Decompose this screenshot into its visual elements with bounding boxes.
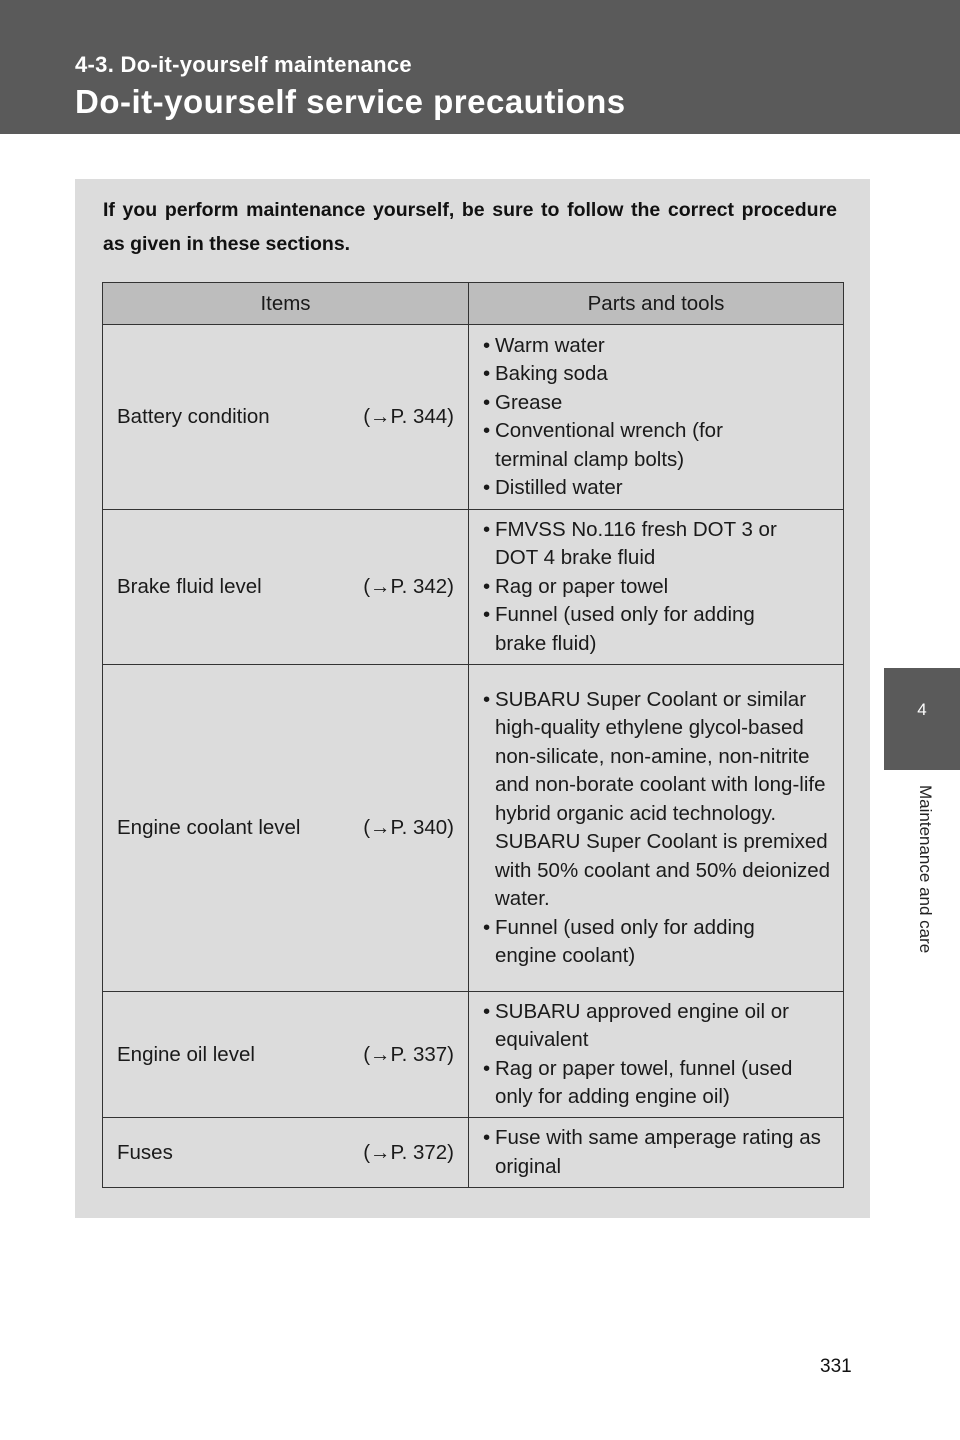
- parts-list: [483, 686, 835, 971]
- item-name: Battery condition: [117, 405, 270, 428]
- chapter-tab-number: 4: [884, 668, 960, 770]
- page-reference: (→P. 344): [363, 405, 454, 428]
- item-cell: [103, 992, 469, 1118]
- page-reference: (→P. 372): [363, 1140, 454, 1164]
- list-item: • Funnel (used only for adding engine coolant): [483, 915, 755, 967]
- item-cell: [103, 510, 469, 665]
- parts-cell: [469, 325, 844, 510]
- page-reference: (→P. 342): [363, 575, 454, 598]
- list-item: • Rag or paper towel: [483, 574, 669, 598]
- table-row: [103, 1118, 844, 1188]
- page-number: 331: [820, 1356, 852, 1377]
- item-name: Engine coolant level: [117, 816, 301, 839]
- list-item: • Conventional wrench (for terminal clamp bolts): [483, 419, 723, 471]
- item-cell: [103, 1118, 469, 1188]
- header-parts-and-tools: Parts and tools: [469, 283, 844, 325]
- list-item: • SUBARU Super Coolant or similar high-quality ethylene glycol-based non-silicate, non-amine, non-nitrite and non-borate coolant with long-life hybrid organic acid technology. SUBARU Super Coolant is premixed with 50% coolant and 50% deionized water.: [483, 687, 831, 910]
- parts-cell: [469, 665, 844, 992]
- item-name: Fuses: [117, 1140, 173, 1164]
- table-row: [103, 510, 844, 665]
- list-item: • FMVSS No.116 fresh DOT 3 or DOT 4 brake fluid: [483, 517, 777, 570]
- list-item: • Fuse with same amperage rating as original: [483, 1126, 821, 1178]
- parts-cell: [469, 992, 844, 1118]
- page-reference: (→P. 340): [363, 816, 454, 839]
- maintenance-table: [102, 282, 844, 1188]
- parts-cell: [469, 510, 844, 665]
- table-row: [103, 992, 844, 1118]
- parts-cell: [469, 1118, 844, 1188]
- intro-text: If you perform maintenance yourself, be sure to follow the correct procedure as given in these sections.: [103, 199, 837, 255]
- list-item: • Funnel (used only for adding brake fluid): [483, 603, 755, 655]
- parts-list: [483, 1124, 835, 1181]
- list-item: • Baking soda: [483, 362, 608, 385]
- item-name: Engine oil level: [117, 1042, 255, 1066]
- item-cell: [103, 325, 469, 510]
- chapter-tab-label: Maintenance and care: [916, 785, 935, 954]
- list-item: • SUBARU approved engine oil or equivalent: [483, 999, 789, 1051]
- parts-list: [483, 332, 835, 503]
- table-row: [103, 665, 844, 992]
- section-label: 4-3. Do-it-yourself maintenance: [75, 52, 412, 77]
- table-header-row: [103, 283, 844, 325]
- parts-list: [483, 516, 835, 659]
- page-reference: (→P. 337): [363, 1042, 454, 1066]
- list-item: • Rag or paper towel, funnel (used only for adding engine oil): [483, 1056, 793, 1108]
- item-cell: [103, 665, 469, 992]
- list-item: • Grease: [483, 390, 563, 414]
- list-item: • Distilled water: [483, 476, 623, 499]
- header-items: Items: [103, 283, 469, 325]
- page-title: Do-it-yourself service precautions: [75, 83, 626, 120]
- list-item: • Warm water: [483, 333, 605, 357]
- parts-list: [483, 998, 835, 1112]
- item-name: Brake fluid level: [117, 575, 262, 598]
- table-row: [103, 325, 844, 510]
- chapter-header: [0, 0, 960, 134]
